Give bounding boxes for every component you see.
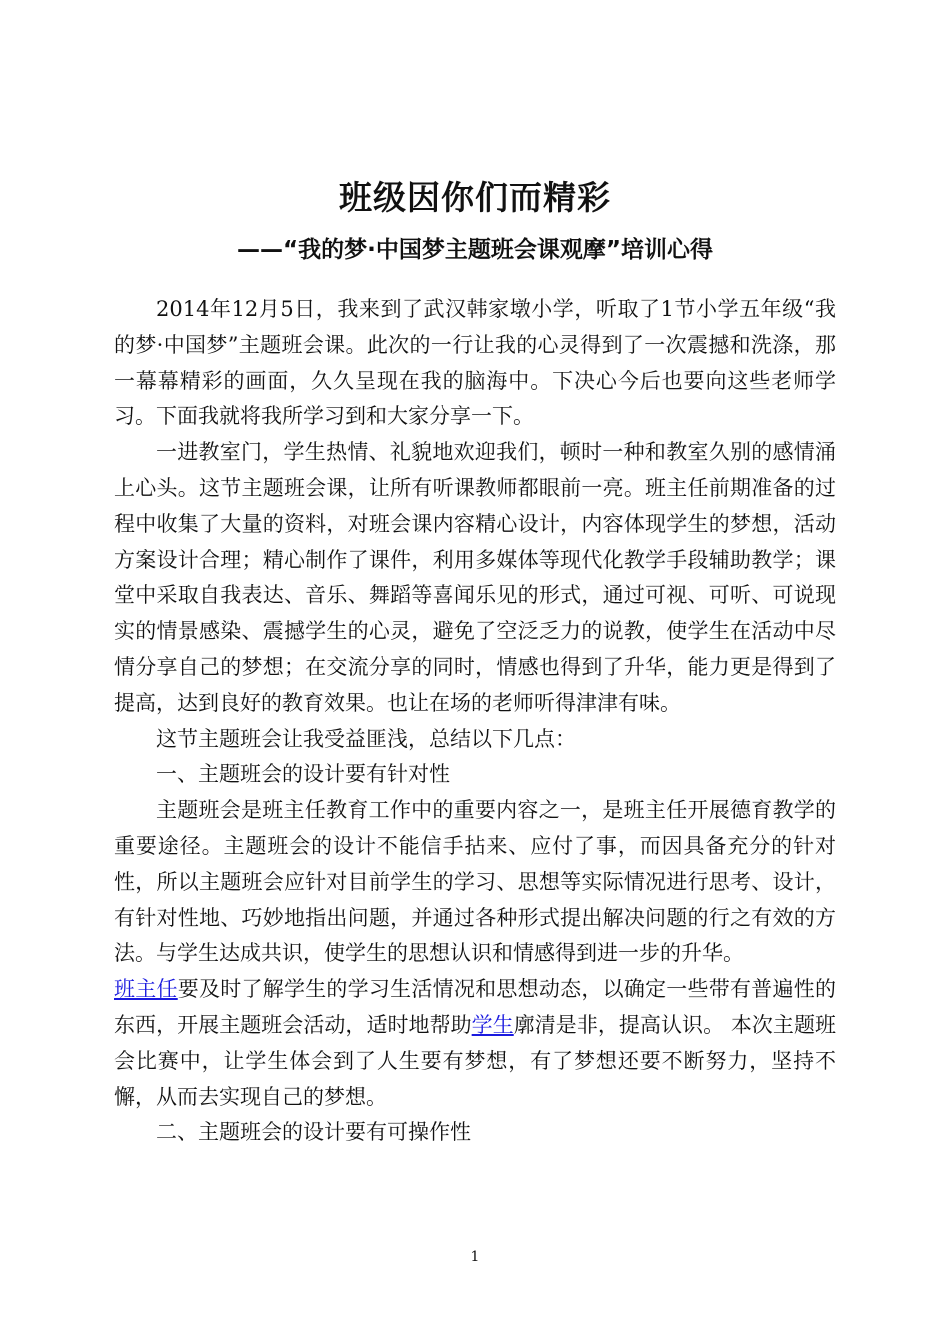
section-heading-2: 二、主题班会的设计要有可操作性 [156,1120,471,1145]
paragraph-targeted-design: 主题班会是班主任教育工作中的重要内容之一，是班主任开展德育教学的重要途径。主题班会的设计不能信手拈来、应付了事，而因具备充分的针对性，所以主题班会应针对目前学生的学习、思想等实际情况进行思考、设计，有针对性地、巧妙地指出问题，并通过各种形式提出解决问题的行之有效的方法。与学生达成共识，使学生的思想认识和情感得到进一步的升华。 [114,798,836,966]
paragraph-teacher-role [114,972,836,1115]
paragraph-teacher-role-text-2: 廓清是非，提高认识。 本次主题班会比赛中，让学生体会到了人生要有梦想，有了梦想还要不断努力，坚持不懈，从而去实现自己的梦想。 [114,1012,836,1109]
document-subtitle: ——“我的梦·中国梦主题班会课观摩”培训心得 [237,237,713,263]
paragraph-intro: 2014年12月5日，我来到了武汉韩家墩小学，听取了1节小学五年级“我的梦·中国梦”主题班会课。此次的一行让我的心灵得到了一次震撼和洗涤，那一幕幕精彩的画面，久久呈现在我的脑海中。下决心今后也要向这些老师学习。下面我就将我所学习到和大家分享一下。 [114,297,836,429]
page-number: 1 [470,1249,480,1265]
paragraph-summary: 这节主题班会让我受益匪浅，总结以下几点： [156,726,576,751]
document-body [114,292,836,1151]
paragraph-teacher-role-text-1: 要及时了解学生的学习生活情况和思想动态，以确定一些带有普遍性的东西，开展主题班会活动，适时地帮助 [114,977,837,1037]
paragraph-classroom: 一进教室门，学生热情、礼貌地欢迎我们，顿时一种和教室久别的感情涌上心头。这节主题班会课，让所有听课教师都眼前一亮。班主任前期准备的过程中收集了大量的资料，对班会课内容精心设计，内容体现学生的梦想，活动方案设计合理；精心制作了课件，利用多媒体等现代化教学手段辅助教学；课堂中采取自我表达、音乐、舞蹈等喜闻乐见的形式，通过可视、可听、可说现实的情景感染、震撼学生的心灵，避免了空泛乏力的说教，使学生在活动中尽情分享自己的梦想；在交流分享的同时，情感也得到了升华，能力更是得到了提高，达到良好的教育效果。也让在场的老师听得津津有味。 [114,440,836,715]
document-title: 班级因你们而精彩 [339,178,611,217]
link-student[interactable]: 学生 [471,1012,514,1037]
link-class-teacher[interactable]: 班主任 [114,977,178,1002]
section-heading-1: 一、主题班会的设计要有针对性 [156,762,450,787]
